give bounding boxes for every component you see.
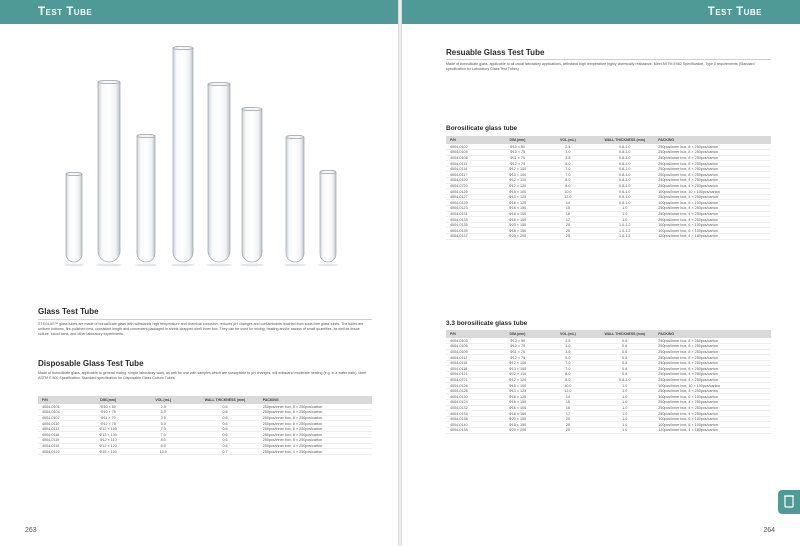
test-tube-rim bbox=[66, 172, 82, 175]
table-cell: 8.0 bbox=[138, 438, 188, 444]
table-cell: 3.5 bbox=[138, 415, 188, 421]
table-cell: Φ13 × 100 bbox=[78, 432, 138, 438]
table-cell: 8.0 bbox=[138, 443, 188, 449]
column-header: P/N bbox=[446, 136, 492, 144]
table-cell: 1.0 bbox=[592, 428, 657, 434]
table-cell: 7.0 bbox=[544, 166, 593, 172]
table-cell: 0.8 bbox=[592, 360, 657, 366]
table-cell: Φ12 × 100 bbox=[492, 360, 544, 366]
table-cell: 1.0 bbox=[592, 388, 657, 394]
table-header-row bbox=[446, 330, 771, 338]
table-cell: Φ18 × 150 bbox=[492, 228, 544, 234]
table-cell: 100pcs/inner box, 6 × 100pcs/carton bbox=[657, 416, 771, 422]
table-cell: 15 bbox=[544, 206, 593, 212]
table-cell: 4004-0119 bbox=[38, 438, 78, 444]
table-cell: 100pcs/inner box, 10 × 100pcs/carton bbox=[657, 383, 771, 389]
table-cell: 4004-0104 bbox=[38, 410, 78, 416]
table-cell: 250pcs/inner box, 4 × 250pcs/carton bbox=[657, 405, 771, 411]
reusable-description: Made of borosilicate glass, applicable to all usual laboratory applications, withstand high temperature highly chemically resistance. Meet ASTM E982 Specification, Type Ⅱ requirements (Standard specification for Laboratory Glass Test Tubes) bbox=[446, 62, 755, 72]
test-tube-shape bbox=[173, 48, 193, 262]
table-cell: 10.0 bbox=[544, 189, 593, 195]
table-cell: 250pcs/inner box, 8 × 250pcs/carton bbox=[657, 150, 771, 156]
table-cell: 0.8-1.0 bbox=[592, 166, 657, 172]
table-cell: Φ12 × 110 bbox=[492, 372, 544, 378]
test-tube-rim bbox=[242, 107, 262, 110]
table-cell: 250pcs/inner box, 4 × 250pcs/carton bbox=[657, 411, 771, 417]
table-cell: 250pcs/inner box, 8 × 250pcs/carton bbox=[657, 155, 771, 161]
page-number: 264 bbox=[763, 527, 775, 534]
page-number: 263 bbox=[25, 527, 37, 534]
table-cell: 250pcs/inner box, 8 × 250pcs/carton bbox=[657, 166, 771, 172]
table-cell: 25 bbox=[544, 228, 593, 234]
table-cell: 14 bbox=[544, 200, 593, 206]
table-cell: 12.0 bbox=[544, 388, 593, 394]
table-cell: 4004-0720 bbox=[446, 183, 492, 189]
page-header-title: Test Tube bbox=[38, 6, 93, 18]
table-cell: 250pcs/inner box, 8 × 250pcs/carton bbox=[657, 338, 771, 344]
table-cell: 4004-0110 bbox=[38, 421, 78, 427]
table-cell: 4004-0115 bbox=[446, 360, 492, 366]
table-cell: 250pcs/inner box, 8 × 250pcs/carton bbox=[657, 344, 771, 350]
test-tube-shape bbox=[320, 172, 336, 262]
table-cell: Φ12 × 120 bbox=[492, 377, 544, 383]
table-cell: 2.5 bbox=[544, 338, 593, 344]
table-cell: 0.8-1.0 bbox=[592, 194, 657, 200]
table-cell: 250pcs/inner box, 8 × 250pcs/carton bbox=[262, 404, 372, 410]
table-cell: Φ16 × 150 bbox=[492, 400, 544, 406]
table-cell: 0.6 bbox=[592, 349, 657, 355]
table-cell: 4004-0131 bbox=[446, 211, 492, 217]
table-cell: 100pcs/inner box, 6 × 100pcs/carton bbox=[657, 422, 771, 428]
table-cell: 8.0 bbox=[544, 183, 593, 189]
table-cell: 4004-0134 bbox=[446, 411, 492, 417]
table-cell: 4004-0111 bbox=[446, 161, 492, 167]
table-cell: Φ12 × 100 bbox=[78, 426, 138, 432]
table-cell: Φ16 × 150 bbox=[492, 206, 544, 212]
table-row bbox=[446, 428, 771, 434]
left-page bbox=[0, 0, 398, 546]
divider bbox=[446, 59, 771, 60]
table-cell: 17 bbox=[544, 217, 593, 223]
table-cell: 250pcs/inner box, 4 × 250pcs/carton bbox=[657, 178, 771, 184]
test-tube-shadow bbox=[206, 264, 232, 267]
test-tube-shadow bbox=[284, 264, 306, 267]
table-cell: 250pcs/inner box, 4 × 250pcs/carton bbox=[262, 443, 372, 449]
table-cell: 4004-0119 bbox=[38, 443, 78, 449]
table-cell: 1.0 bbox=[592, 211, 657, 217]
table-cell: 25 bbox=[544, 234, 593, 240]
table-cell: 250pcs/inner box, 4 × 250pcs/carton bbox=[657, 194, 771, 200]
table-cell: Φ16 × 125 bbox=[492, 394, 544, 400]
table-cell: Φ10 × 50 bbox=[492, 338, 544, 344]
table-cell: Φ11 × 70 bbox=[78, 415, 138, 421]
table-cell: 7.0 bbox=[544, 366, 593, 372]
table-cell: Φ11 × 70 bbox=[492, 349, 544, 355]
table-cell: 0.8-1.0 bbox=[592, 161, 657, 167]
table-cell: 1.0 bbox=[592, 411, 657, 417]
table-cell: 250pcs/inner box, 4 × 250pcs/carton bbox=[262, 449, 372, 455]
table-cell: Φ16 × 100 bbox=[492, 211, 544, 217]
table-cell: 4004-0139 bbox=[446, 228, 492, 234]
table-cell: 10.0 bbox=[544, 383, 593, 389]
table-cell: 250pcs/inner box, 8 × 250pcs/carton bbox=[657, 355, 771, 361]
table-cell: Φ20 × 150 bbox=[492, 222, 544, 228]
table-cell: 1.0 bbox=[592, 405, 657, 411]
table-cell: 250pcs/inner box, 4 × 250pcs/carton bbox=[657, 388, 771, 394]
table-cell: 250pcs/inner box, 8 × 250pcs/carton bbox=[657, 161, 771, 167]
table-cell: 4004-0118 bbox=[446, 366, 492, 372]
table-cell: 4004-0120 bbox=[446, 178, 492, 184]
table-cell: 1.0 bbox=[592, 422, 657, 428]
table-cell: 7.0 bbox=[138, 426, 188, 432]
table-cell: 3.0 bbox=[138, 410, 188, 416]
table-cell: 250pcs/inner box, 8 × 250pcs/carton bbox=[262, 432, 372, 438]
table-cell: 4004-0138 bbox=[446, 428, 492, 434]
table-cell: Φ12 × 75 bbox=[492, 161, 544, 167]
table-cell: Φ13 × 125 bbox=[492, 388, 544, 394]
table-cell: 7.0 bbox=[138, 432, 188, 438]
table-cell: Φ20 × 200 bbox=[492, 428, 544, 434]
table-cell: 250pcs/inner box, 8 × 250pcs/carton bbox=[262, 426, 372, 432]
table-cell: Φ10 × 50 bbox=[492, 144, 544, 150]
table-cell: 4004-0127 bbox=[446, 194, 492, 200]
table-cell: 25 bbox=[544, 428, 593, 434]
table-cell: 4004-0116 bbox=[38, 432, 78, 438]
test-tube-shape bbox=[98, 82, 120, 262]
table-cell: Φ10 × 50 bbox=[78, 404, 138, 410]
table-cell: 4004-0108 bbox=[446, 155, 492, 161]
table-cell: 4004-0123 bbox=[446, 206, 492, 212]
table-cell: 3.5 bbox=[544, 155, 593, 161]
test-tube-rim bbox=[137, 134, 155, 137]
table-cell: 0.6 bbox=[188, 432, 261, 438]
page-header-title: Test Tube bbox=[707, 6, 762, 18]
table-cell: 17 bbox=[544, 411, 593, 417]
table-cell: 4004-0105 bbox=[446, 150, 492, 156]
column-header: DIM.(mm) bbox=[78, 396, 138, 404]
table-cell: 16 bbox=[544, 211, 593, 217]
table-cell: 4004-0132 bbox=[446, 405, 492, 411]
test-tube-shadow bbox=[135, 264, 157, 267]
table-cell: 5.0 bbox=[544, 161, 593, 167]
column-header: PACKING bbox=[657, 136, 771, 144]
column-header: VOL.(mL) bbox=[544, 330, 593, 338]
table-cell: 120pcs/inner box, 4 × 180pcs/carton bbox=[657, 428, 771, 434]
table-cell: 4004-0721 bbox=[446, 377, 492, 383]
table-cell: 4004-0107 bbox=[38, 415, 78, 421]
table-cell: 4004-0117 bbox=[446, 172, 492, 178]
table-cell: 0.8-1.0 bbox=[592, 144, 657, 150]
table-cell: 16 bbox=[544, 405, 593, 411]
table-cell: 1.0 bbox=[592, 400, 657, 406]
table-cell: 4004-0124 bbox=[446, 400, 492, 406]
table-cell: 2.5 bbox=[544, 144, 593, 150]
table-cell: 25 bbox=[544, 422, 593, 428]
table-cell: 1.0 bbox=[592, 383, 657, 389]
table-cell: Φ20 × 150 bbox=[492, 416, 544, 422]
table-cell: Φ13 × 125 bbox=[492, 194, 544, 200]
table-cell: 3.0 bbox=[544, 344, 593, 350]
table-cell: 250pcs/inner box, 8 × 250pcs/carton bbox=[262, 421, 372, 427]
table-cell: Φ12 × 110 bbox=[78, 438, 138, 444]
table-cell: 4004-0109 bbox=[446, 349, 492, 355]
table-cell: 0.8 bbox=[592, 366, 657, 372]
column-header: PACKING bbox=[657, 330, 771, 338]
table-cell: 0.8-1.0 bbox=[592, 377, 657, 383]
table-cell: 4004-0130 bbox=[446, 394, 492, 400]
table-cell: Φ16 × 160 bbox=[492, 411, 544, 417]
table-header-row bbox=[446, 136, 771, 144]
test-tube-rim bbox=[173, 46, 193, 49]
table-cell: 4004-0102 bbox=[446, 144, 492, 150]
disposable-table bbox=[38, 396, 372, 455]
right-page bbox=[402, 0, 800, 546]
table-cell: 1.0-1.2 bbox=[592, 222, 657, 228]
table-cell: 250pcs/inner box, 8 × 250pcs/carton bbox=[657, 144, 771, 150]
table-cell: 0.8-1.0 bbox=[592, 155, 657, 161]
table-cell: Φ15 × 100 bbox=[492, 189, 544, 195]
table-cell: 4004-0103 bbox=[446, 338, 492, 344]
table-cell: Φ16 × 100 bbox=[492, 405, 544, 411]
table-cell: 0.6 bbox=[188, 443, 261, 449]
table-cell: 0.8-1.0 bbox=[592, 178, 657, 184]
table-cell: 3.0 bbox=[544, 150, 593, 156]
column-header: DIM.(mm) bbox=[492, 330, 544, 338]
table-cell: Φ12 × 75 bbox=[492, 355, 544, 361]
table-cell: Φ12 × 75 bbox=[78, 421, 138, 427]
table-cell: 0.6 bbox=[188, 438, 261, 444]
table-cell: 250pcs/inner box, 8 × 250pcs/carton bbox=[262, 410, 372, 416]
table-cell: 20 bbox=[544, 222, 593, 228]
test-tube-rim bbox=[286, 135, 304, 138]
table-cell: 4004-0135 bbox=[446, 222, 492, 228]
table-cell: 100pcs/inner box, 6 × 100pcs/carton bbox=[657, 394, 771, 400]
table-cell: 15 bbox=[544, 400, 593, 406]
table-cell: 1.0 bbox=[592, 394, 657, 400]
table-cell: 250pcs/inner box, 8 × 250pcs/carton bbox=[657, 360, 771, 366]
column-header: P/N bbox=[38, 396, 78, 404]
column-header: P/N bbox=[446, 330, 492, 338]
table-cell: 2.5 bbox=[138, 404, 188, 410]
disposable-description: Made of borosilicate glass, applicable to general mixing, simple laboratory work, as well for use with samples which are susceptible to pH changes, will withstand moderate heating (e.g. in a water bath). Meet ASTM E 800 Specification, Standard specification for Disposable Glass Culture Tubes bbox=[38, 371, 367, 381]
test-tube-shape bbox=[66, 174, 82, 262]
table-cell: Φ10 × 75 bbox=[492, 344, 544, 350]
table-cell: 1.0 bbox=[592, 206, 657, 212]
side-tab-icon bbox=[778, 490, 800, 514]
test-tube-shadow bbox=[240, 264, 264, 267]
test-tube-shape bbox=[137, 136, 155, 262]
table-cell: 7.0 bbox=[544, 172, 593, 178]
table-cell: 0.8-1.0 bbox=[592, 150, 657, 156]
table-cell: 250pcs/inner box, 8 × 250pcs/carton bbox=[262, 415, 372, 421]
table-cell: 4004-0128 bbox=[446, 388, 492, 394]
table-cell: 0.8-1.0 bbox=[592, 172, 657, 178]
column-header: VOL.(mL) bbox=[138, 396, 188, 404]
table-cell: 4004-0137 bbox=[446, 234, 492, 240]
column-header: WALL THICKNESS (mm) bbox=[592, 330, 657, 338]
table-cell: Φ12 × 120 bbox=[78, 443, 138, 449]
table-cell: Φ11 × 70 bbox=[492, 155, 544, 161]
column-header: DIM.(mm) bbox=[492, 136, 544, 144]
disposable-title: Disposable Glass Test Tube bbox=[38, 359, 144, 368]
table-cell: 250pcs/inner box, 4 × 250pcs/carton bbox=[657, 377, 771, 383]
table-cell: 4004-0112 bbox=[38, 426, 78, 432]
table-cell: 4004-0106 bbox=[446, 344, 492, 350]
table-cell: 250pcs/inner box, 4 × 250pcs/carton bbox=[657, 217, 771, 223]
column-header: VOL.(mL) bbox=[544, 136, 593, 144]
table-cell: 250pcs/inner box, 4 × 250pcs/carton bbox=[657, 183, 771, 189]
table-cell: Φ12 × 120 bbox=[492, 183, 544, 189]
table-cell: 3.5 bbox=[544, 349, 593, 355]
table-cell: 1.0-1.2 bbox=[592, 228, 657, 234]
table-cell: 8.0 bbox=[544, 377, 593, 383]
side-tab bbox=[778, 490, 800, 514]
test-tube-shadow bbox=[318, 264, 338, 267]
table-row bbox=[446, 234, 771, 240]
table-cell: 100pcs/inner box, 10 × 100pcs/carton bbox=[657, 189, 771, 195]
table-cell: 1.0 bbox=[592, 217, 657, 223]
table-cell: Φ10 × 75 bbox=[492, 150, 544, 156]
column-header: PACKING bbox=[262, 396, 372, 404]
borosilicate33-table bbox=[446, 330, 771, 434]
table-cell: 0.6 bbox=[592, 338, 657, 344]
table-cell: 0.8 bbox=[592, 372, 657, 378]
test-tube-shadow bbox=[64, 264, 84, 267]
table-cell: 0.8-1.0 bbox=[592, 200, 657, 206]
table-cell: 0.6 bbox=[188, 426, 261, 432]
table-cell: 120pcs/inner box, 4 × 180pcs/carton bbox=[657, 234, 771, 240]
table-cell: Φ20 × 200 bbox=[492, 234, 544, 240]
test-tube-shape bbox=[242, 109, 262, 262]
table-cell: 250pcs/inner box, 8 × 250pcs/carton bbox=[657, 172, 771, 178]
table-cell: 4004-0114 bbox=[446, 166, 492, 172]
table-cell: Φ16 × 125 bbox=[492, 200, 544, 206]
table-cell: Φ15 × 100 bbox=[492, 383, 544, 389]
table-cell: 250pcs/inner box, 4 × 250pcs/carton bbox=[657, 211, 771, 217]
glass-test-tube-title: Glass Test Tube bbox=[38, 307, 99, 316]
table-cell: 0.8 bbox=[592, 355, 657, 361]
header-bar bbox=[402, 0, 800, 24]
test-tube-rim bbox=[98, 80, 120, 83]
table-cell: 4004-0136 bbox=[446, 416, 492, 422]
table-cell: Φ16 × 160 bbox=[492, 217, 544, 223]
test-tube-shape bbox=[286, 137, 304, 262]
table-cell: 100pcs/inner box, 6 × 100pcs/carton bbox=[657, 222, 771, 228]
table-cell: 0.6 bbox=[188, 404, 261, 410]
table-cell: 12.0 bbox=[544, 194, 593, 200]
table-cell: 4004-0140 bbox=[446, 422, 492, 428]
test-tube-rim bbox=[208, 82, 230, 85]
table-cell: 4004-0122 bbox=[38, 449, 78, 455]
table-cell: 4004-0112 bbox=[446, 355, 492, 361]
table-cell: Φ12 × 100 bbox=[492, 166, 544, 172]
table-cell: 1.0-1.2 bbox=[592, 234, 657, 240]
test-tube-photo bbox=[0, 24, 398, 292]
table-cell: 4004-0101 bbox=[38, 404, 78, 410]
reusable-title: Resuable Glass Test Tube bbox=[446, 48, 545, 57]
table-cell: 250pcs/inner box, 4 × 250pcs/carton bbox=[657, 372, 771, 378]
table-cell: 8.0 bbox=[544, 372, 593, 378]
table-cell: 7.0 bbox=[544, 360, 593, 366]
table-cell: 250pcs/inner box, 4 × 250pcs/carton bbox=[657, 206, 771, 212]
column-header: WALL THICKNESS (mm) bbox=[188, 396, 261, 404]
table-cell: Φ18 × 150 bbox=[492, 422, 544, 428]
table-cell: 10.0 bbox=[138, 449, 188, 455]
table-cell: 250pcs/inner box, 8 × 250pcs/carton bbox=[657, 366, 771, 372]
table-cell: Φ12 × 110 bbox=[492, 178, 544, 184]
divider bbox=[38, 319, 372, 320]
borosilicate33-title: 3.3 borosilicate glass tube bbox=[446, 320, 528, 327]
table-cell: Φ13 × 100 bbox=[492, 366, 544, 372]
table-cell: 0.8-1.0 bbox=[592, 183, 657, 189]
borosilicate-title: Borosilicate glass tube bbox=[446, 125, 518, 132]
table-cell: 4004-0126 bbox=[446, 383, 492, 389]
table-cell: 5.0 bbox=[544, 355, 593, 361]
test-tube-shape bbox=[208, 84, 230, 262]
table-cell: 4004-0133 bbox=[446, 217, 492, 223]
table-cell: 5.0 bbox=[138, 421, 188, 427]
test-tube-shadow bbox=[171, 264, 195, 267]
table-cell: 250pcs/inner box, 4 × 250pcs/carton bbox=[657, 400, 771, 406]
table-cell: 4004-0125 bbox=[446, 189, 492, 195]
table-cell: 0.6 bbox=[592, 344, 657, 350]
table-cell: Φ15 × 100 bbox=[78, 449, 138, 455]
table-cell: 20 bbox=[544, 416, 593, 422]
table-cell: 0.6 bbox=[188, 415, 261, 421]
table-header-row bbox=[38, 396, 372, 404]
table-cell: 0.7 bbox=[188, 449, 261, 455]
table-cell: 0.6 bbox=[188, 410, 261, 416]
table-cell: 4004-0121 bbox=[446, 372, 492, 378]
table-cell: Φ10 × 75 bbox=[78, 410, 138, 416]
header-bar bbox=[0, 0, 398, 24]
table-cell: 100pcs/inner box, 6 × 100pcs/carton bbox=[657, 228, 771, 234]
table-row bbox=[38, 449, 372, 455]
table-cell: 100pcs/inner box, 6 × 100pcs/carton bbox=[657, 200, 771, 206]
table-cell: 8.0 bbox=[544, 178, 593, 184]
table-cell: 1.0 bbox=[592, 416, 657, 422]
test-tube-shadow bbox=[96, 264, 122, 267]
column-header: WALL THICKNESS (mm) bbox=[592, 136, 657, 144]
glass-test-tube-description: STEGLAS™ glass tubes are made of borosilicate glass with withstands high temperature and chemical corrosion, reduces pH changes and contaminants leached from soda lime glass tubes. The tubes are uniform bottoms, fire-polished rims, consistent length and convenient packaged in shrink-wrapped shell inner box. They can be used for mixing, heating and/or assays of small quantities, as well as tissue culture, blood bank, and other laboratory experiments. bbox=[38, 322, 364, 337]
table-cell: 250pcs/inner box, 8 × 250pcs/carton bbox=[657, 349, 771, 355]
borosilicate-table bbox=[446, 136, 771, 240]
test-tubes-image bbox=[0, 24, 398, 292]
table-cell: Φ13 × 100 bbox=[492, 172, 544, 178]
table-cell: 4004-0129 bbox=[446, 200, 492, 206]
table-cell: 0.6 bbox=[188, 421, 261, 427]
table-cell: 14 bbox=[544, 394, 593, 400]
test-tube-rim bbox=[320, 170, 336, 173]
table-cell: 0.8-1.0 bbox=[592, 189, 657, 195]
table-cell: 250pcs/inner box, 8 × 250pcs/carton bbox=[262, 438, 372, 444]
